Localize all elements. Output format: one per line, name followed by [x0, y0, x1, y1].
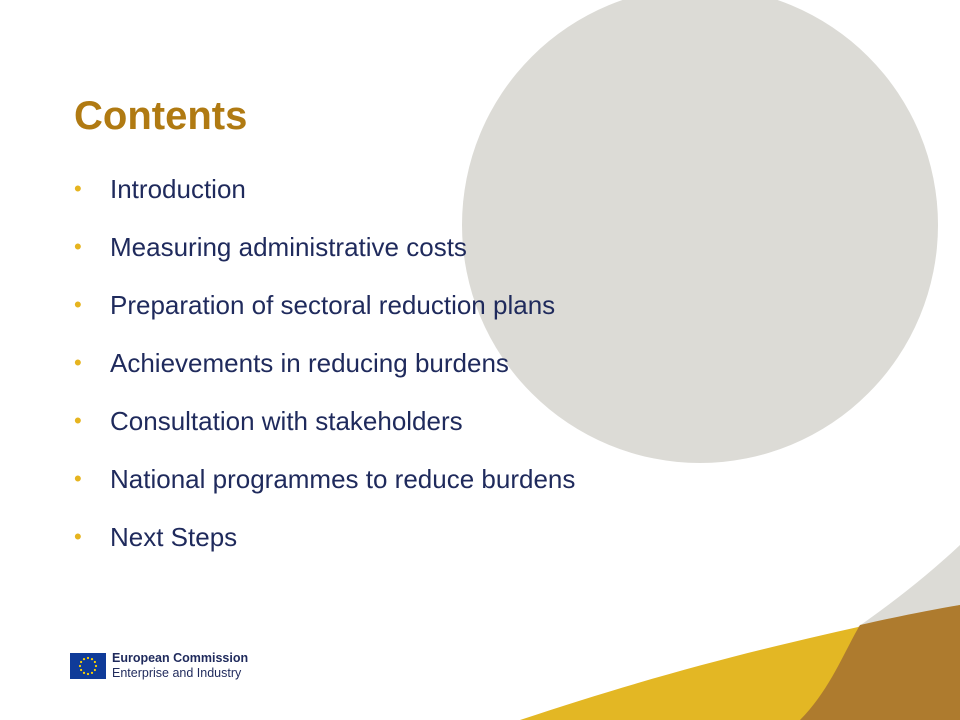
list-item-label: Next Steps [110, 521, 238, 552]
list-item-label: Achievements in reducing burdens [110, 347, 509, 378]
slide-title: Contents [74, 94, 248, 138]
list-item-label: Preparation of sectoral reduction plans [110, 289, 556, 320]
list-item-label: National programmes to reduce burdens [110, 463, 576, 494]
footer-logo [70, 651, 248, 681]
list-item-label: Introduction [110, 173, 246, 204]
organization-department: Enterprise and Industry [112, 666, 242, 680]
bullet-icon: • [74, 234, 82, 259]
list-item-label: Measuring administrative costs [110, 231, 467, 262]
organization-title: European Commission [112, 651, 249, 665]
list-item [74, 160, 575, 218]
list-item [74, 450, 575, 508]
organization-name [112, 651, 248, 681]
eu-flag-icon [70, 653, 106, 679]
list-item-label: Consultation with stakeholders [110, 405, 463, 436]
bullet-icon: • [74, 350, 82, 375]
contents-list [74, 160, 575, 566]
list-item [74, 334, 575, 392]
bullet-icon: • [74, 176, 82, 201]
list-item [74, 392, 575, 450]
list-item [74, 508, 575, 566]
bullet-icon: • [74, 408, 82, 433]
list-item [74, 218, 575, 276]
bullet-icon: • [74, 292, 82, 317]
list-item [74, 276, 575, 334]
bullet-icon: • [74, 466, 82, 491]
bullet-icon: • [74, 524, 82, 549]
